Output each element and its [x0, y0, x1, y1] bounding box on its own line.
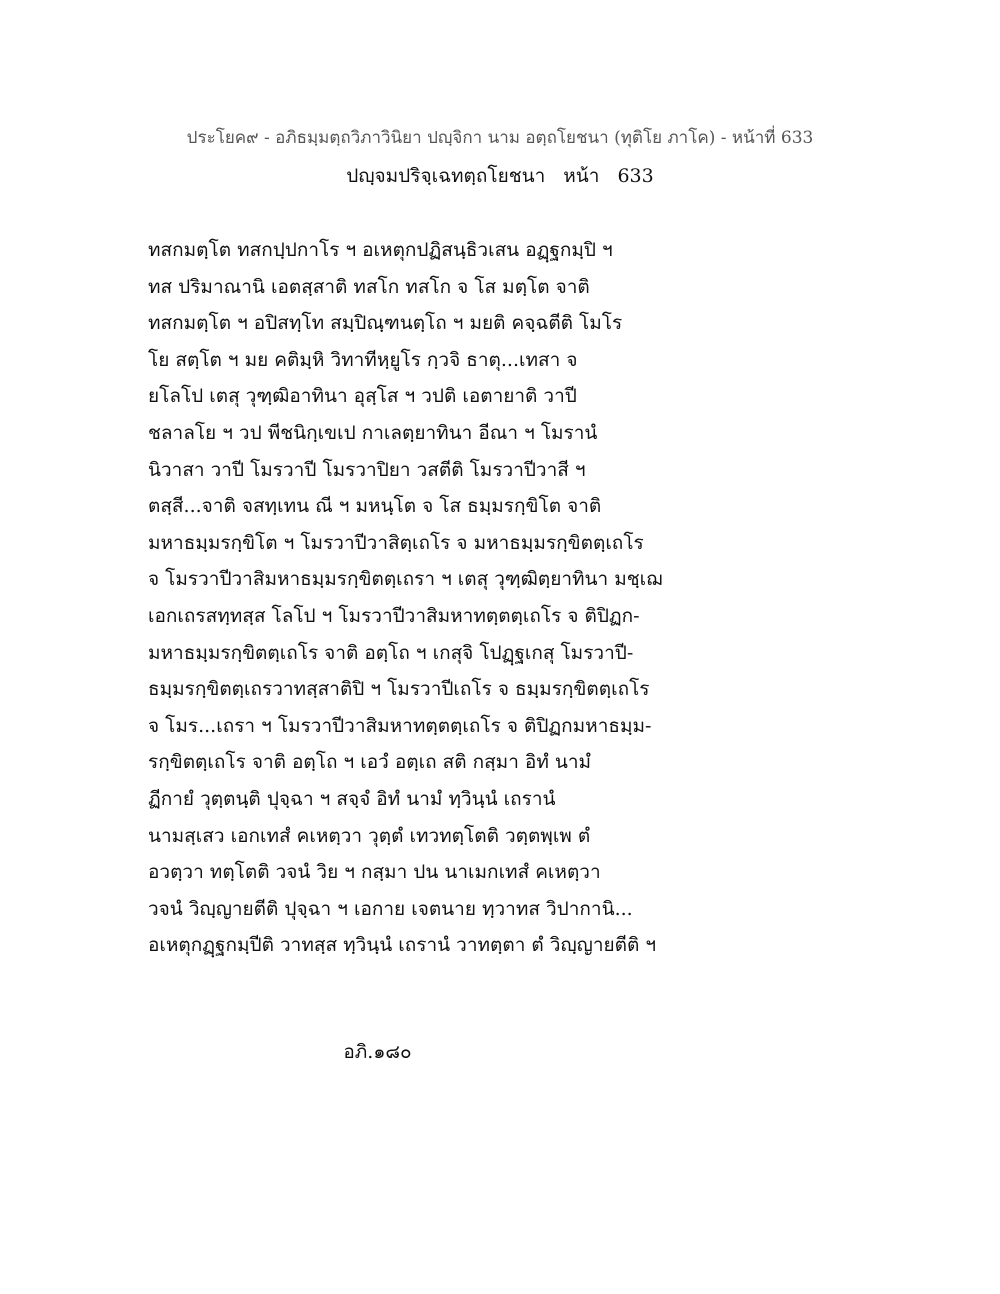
text-line: นามสฺเสว เอกเทสํ คเหตฺวา วุตฺตํ เทวทตฺโตติ วตฺตพฺเพ ตํ [148, 824, 591, 847]
running-header: ประโยค๙ - อภิธมฺมตฺถวิภาวินิยา ปญฺจิกา นาม อตฺถโยชนา (ทุติโย ภาโค) - หน้าที่ 633 [186, 128, 814, 148]
chapter-title: ปญฺจมปริจฺเฉทตฺถโยชนา [346, 165, 546, 187]
text-line: ธมฺมรกฺขิตตฺเถรวาทสฺสาติปิ ฯ โมรวาปีเถโร จ ธมฺมรกฺขิตตฺเถโร [148, 678, 650, 701]
text-line: ชลาลโย ฯ วป พีชนิกฺเขเป กาเลตฺยาทินา อีณา ฯ โมรานํ [148, 421, 598, 444]
text-line: อวตฺวา ทตฺโตติ วจนํ วิย ฯ กสฺมา ปน นาเมกเทสํ คเหตฺวา [148, 861, 601, 884]
text-line: เอกเถรสทฺทสฺส โลโป ฯ โมรวาปีวาสิมหาทตฺตตฺเถโร จ ติปิฏก- [148, 604, 640, 627]
text-line: อเหตุกฏฺฐกมฺปีติ วาทสฺส ทฺวินฺนํ เถรานํ วาทตฺตา ตํ วิญฺญายตีติ ฯ [148, 934, 657, 957]
text-line: มหาธมฺมรกฺขิโต ฯ โมรวาปีวาสิตฺเถโร จ มหาธมฺมรกฺขิตตฺเถโร [148, 531, 644, 554]
text-line: นิวาสา วาปี โมรวาปี โมรวาปิยา วสตีติ โมรวาปีวาสี ฯ [148, 458, 586, 481]
text-line: จ โมร...เถรา ฯ โมรวาปีวาสิมหาทตฺตตฺเถโร จ ติปิฏกมหาธมฺม- [148, 714, 652, 737]
text-line: มหาธมฺมรกฺขิตตฺเถโร จาติ อตฺโถ ฯ เกสุจิ โปฏฺฐเกสุ โมรวาปี- [148, 641, 634, 664]
page-heading [0, 161, 1000, 191]
footer-mark: อภิ.๑๘๐ [343, 1041, 412, 1063]
page-number: 633 [617, 165, 654, 187]
body-text [148, 232, 708, 964]
text-line: โย สตฺโต ฯ มย คติมฺหิ วิทาทีหฺยูโร กฺวจิ ธาตุ...เทสา จ [148, 348, 578, 371]
text-line: รกฺขิตตฺเถโร จาติ อตฺโถ ฯ เอวํ อตฺเถ สติ กสฺมา อิทํ นามํ [148, 751, 592, 774]
text-line: ทสกมตฺโต ฯ อปิสทฺโท สมฺปิณฺฑนตฺโถ ฯ มยติ คจฺฉตีติ โมโร [148, 312, 623, 335]
text-line: ทส ปริมาณานิ เอตสฺสาติ ทสโก ทสโก จ โส มตฺโต จาติ [148, 275, 590, 298]
text-line: จ โมรวาปีวาสิมหาธมฺมรกฺขิตตฺเถรา ฯ เตสุ วุฑฺฒิตฺยาทินา มชฺเฌ [148, 568, 663, 591]
text-line: ทสกมตฺโต ทสกปฺปกาโร ฯ อเหตุกปฏิสนฺธิวเสน อฏฺฐกมฺปิ ฯ [148, 239, 613, 261]
text-line: วจนํ วิญฺญายตีติ ปุจฺฉา ฯ เอกาย เจตนาย ทฺวาทส วิปากานิ... [148, 897, 633, 920]
page-label: หน้า [563, 165, 600, 187]
text-line: ฏีกายํ วุตฺตนฺติ ปุจฺฉา ฯ สจฺจํ อิทํ นามํ ทฺวินฺนํ เถรานํ [148, 787, 556, 810]
text-line: ตสฺสี...จาติ จสทฺเทน ณี ฯ มหนฺโต จ โส ธมฺมรกฺขิโต จาติ [148, 495, 602, 518]
text-line: ยโลโป เตสุ วุฑฺฒิอาทินา อุสฺโส ฯ วปติ เอตายาติ วาปี [148, 385, 577, 408]
